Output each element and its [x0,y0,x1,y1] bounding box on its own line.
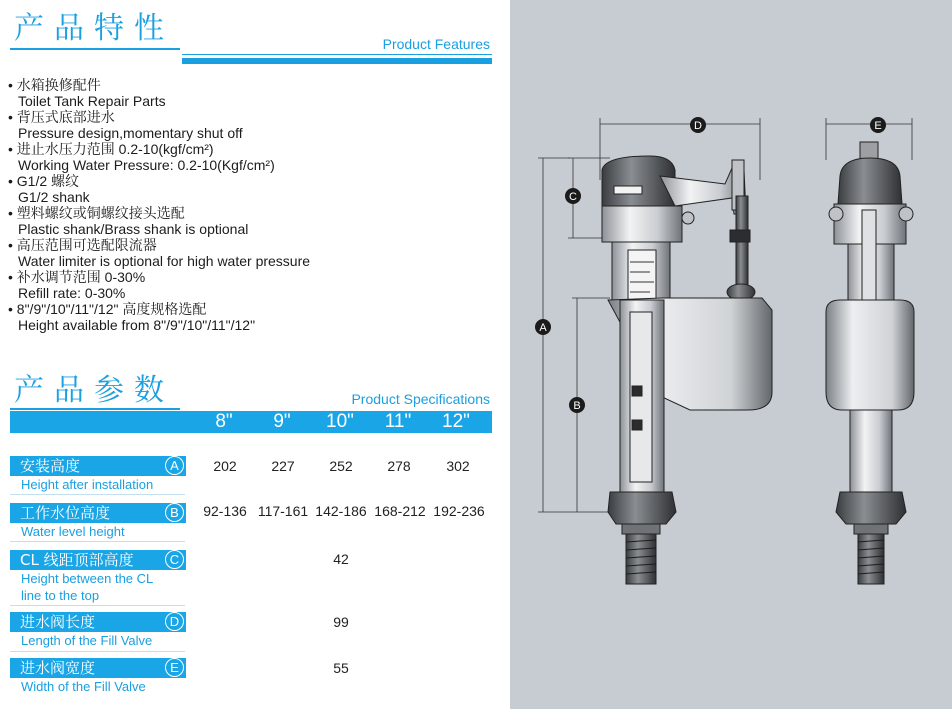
spec-value: 252 [329,458,353,474]
spec-value: 117-161 [257,503,309,519]
spec-label-en: Length of the Fill Valve [21,633,153,648]
feature-en: Refill rate: 0-30% [18,285,126,301]
spec-label-zh: 进水阀宽度 [20,659,96,677]
size-header-bar [10,411,492,433]
specs-title-zh: 产品参数 [14,373,174,408]
feature-en: Water limiter is optional for high water pressure [18,253,311,269]
feature-item [8,77,498,109]
feature-zh: • 补水调节范围 0-30% [8,269,498,285]
spec-letter-badge: D [165,612,184,631]
label-d: D [694,120,702,132]
features-title-underline [10,48,180,50]
spec-label-zh: 工作水位高度 [20,504,111,522]
spec-value: 55 [333,660,349,676]
row-divider [10,541,185,542]
spec-letter-badge: C [165,550,184,569]
row-divider [10,651,185,652]
spec-label-zh: 进水阀长度 [20,613,96,631]
feature-zh: • G1/2 螺纹 [8,173,498,189]
spec-value: 227 [271,458,295,474]
feature-zh: • 高压范围可选配限流器 [8,237,498,253]
features-title-zh: 产品特性 [14,11,174,46]
size-header: 12" [442,411,470,432]
size-header: 11" [384,411,412,432]
spec-label-zh-bar [10,612,186,632]
spec-label-en: Water level height [21,524,125,539]
feature-en: Working Water Pressure: 0.2-10(Kgf/cm²) [18,157,275,173]
spec-label-zh: CL 线距顶部高度 [20,551,134,569]
size-header: 10" [326,411,354,432]
features-rule-bar [182,58,492,64]
spec-label-zh: 安装高度 [20,457,81,475]
spec-value: 168-212 [374,503,426,519]
spec-value: 302 [446,458,470,474]
spec-value: 92-136 [203,503,247,519]
feature-zh: • 进止水压力范围 0.2-10(kgf/cm²) [8,141,498,157]
label-b: B [573,400,581,412]
feature-en: Toilet Tank Repair Parts [18,93,166,109]
spec-value: 278 [387,458,411,474]
spec-value: 202 [213,458,237,474]
label-a: A [539,322,547,334]
feature-item [8,301,498,333]
spec-value: 192-236 [433,503,485,519]
fill-valve-front-view [602,156,772,584]
feature-en: G1/2 shank [18,189,90,205]
feature-zh: • 水箱换修配件 [8,77,498,93]
spec-row-label [10,550,186,604]
feature-item [8,173,498,205]
features-list [8,77,498,333]
feature-en: Pressure design,momentary shut off [18,125,243,141]
specs-title-en: Product Specifications [351,391,490,407]
spec-label-zh-bar [10,503,186,523]
row-divider [10,605,185,606]
row-divider [10,494,185,495]
spec-letter-badge: A [165,456,184,475]
size-header: 8" [215,411,233,432]
fill-valve-drawing [510,0,952,709]
spec-row-label [10,456,186,493]
feature-en: Height available from 8"/9"/10"/11"/12" [18,317,256,333]
diagram-panel [510,0,952,709]
dimension-a [538,158,610,512]
features-rule [182,54,492,55]
feature-item [8,237,498,269]
spec-letter-badge: B [165,503,184,522]
spec-label-en: Height after installation [21,477,154,492]
feature-item [8,205,498,237]
spec-row-label [10,503,186,540]
spec-row-label [10,658,186,695]
features-title-en: Product Features [382,36,490,52]
size-header: 9" [273,411,291,432]
spec-value: 42 [333,551,349,567]
specs-title-underline [10,408,180,410]
feature-item [8,109,498,141]
label-c: C [569,191,577,203]
spec-value: 142-186 [315,503,367,519]
feature-item [8,141,498,173]
spec-label-en: Height between the CL [21,571,154,586]
spec-value: 99 [333,614,349,630]
spec-letter-badge: E [165,658,184,677]
spec-row-label [10,612,186,649]
feature-zh: • 塑料螺纹或铜螺纹接头选配 [8,205,498,221]
feature-zh: • 8"/9"/10"/11"/12" 高度规格选配 [8,301,498,317]
spec-label-en: Width of the Fill Valve [21,679,146,694]
spec-label-zh-bar [10,456,186,476]
feature-en: Plastic shank/Brass shank is optional [18,221,249,237]
feature-item [8,269,498,301]
label-e: E [874,120,882,132]
feature-zh: • 背压式底部进水 [8,109,498,125]
spec-label-en: line to the top [21,588,100,603]
fill-valve-side-view [826,142,914,584]
spec-label-zh-bar [10,658,186,678]
spec-label-zh-bar [10,550,186,570]
